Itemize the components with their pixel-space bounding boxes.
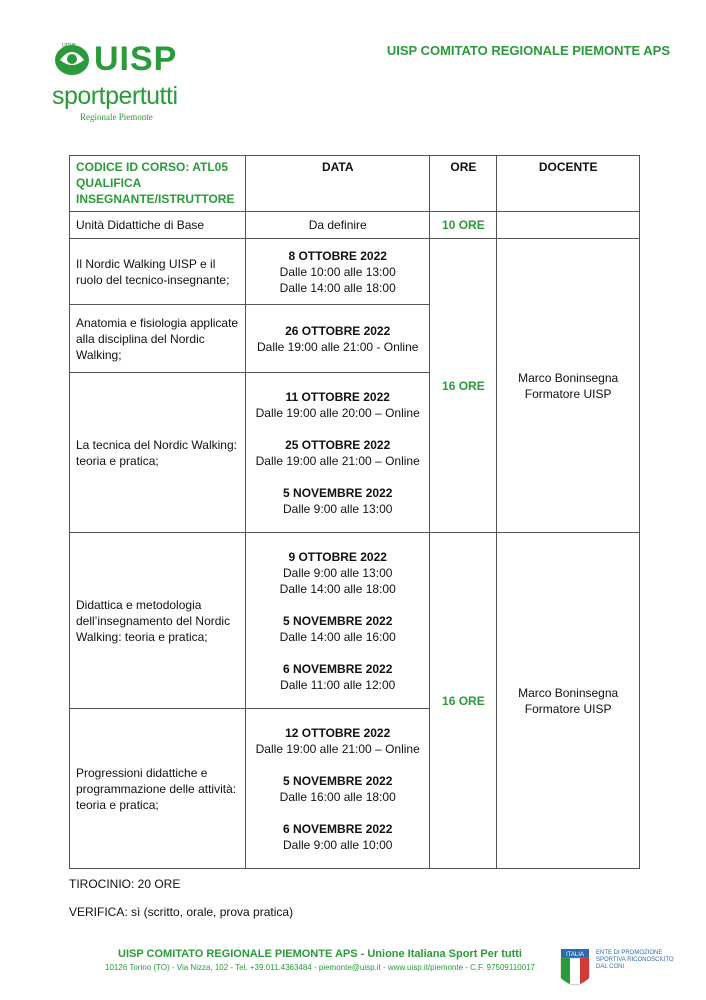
date-line: Dalle 16:00 alle 18:00 (279, 789, 396, 804)
docente-role: Formatore UISP (524, 386, 612, 401)
group-docente (497, 239, 640, 533)
docente-role: Formatore UISP (524, 701, 612, 716)
date-line: Dalle 19:00 alle 21:00 – Online (255, 453, 420, 468)
date-block (252, 485, 423, 517)
date-block (252, 323, 423, 355)
header-title: UISP COMITATO REGIONALE PIEMONTE APS (386, 43, 670, 58)
logo-brand: UISP (94, 40, 178, 78)
group-ore: 16 ORE (430, 533, 497, 869)
docente-name: Marco Boninsegna (518, 685, 619, 700)
row-dates (245, 533, 429, 709)
date-title: 5 NOVEMBRE 2022 (283, 773, 393, 788)
table-row (70, 212, 640, 239)
date-block (252, 661, 423, 693)
italia-shield-icon (560, 948, 590, 992)
date-line: Dalle 14:00 alle 16:00 (279, 629, 396, 644)
date-line: Dalle 14:00 alle 18:00 (279, 280, 396, 295)
date-line: Dalle 19:00 alle 20:00 – Online (255, 405, 420, 420)
header-ore: ORE (430, 156, 497, 212)
verifica-note: VERIFICA: sì (scritto, orale, prova pratica) (69, 905, 294, 919)
date-block (252, 248, 423, 296)
table-header-row (70, 156, 640, 212)
date-title: 12 OTTOBRE 2022 (285, 725, 391, 740)
row-unit: Unità Didattiche di Base (70, 212, 246, 239)
footer-title: UISP COMITATO REGIONALE PIEMONTE APS - Unione Italiana Sport Per tutti (118, 948, 522, 960)
table-row (70, 239, 640, 305)
row-dates (245, 305, 429, 373)
coni-badge (560, 948, 680, 996)
date-title: 6 NOVEMBRE 2022 (283, 821, 393, 836)
row-unit: La tecnica del Nordic Walking: teoria e pratica; (70, 373, 246, 533)
date-line: Dalle 19:00 alle 21:00 - Online (256, 339, 419, 354)
row-dates (245, 373, 429, 533)
header-docente: DOCENTE (497, 156, 640, 212)
date-line: Dalle 10:00 alle 13:00 (279, 264, 396, 279)
footer-address: 10126 Torino (TO) - Via Nizza, 102 - Tel. +39.011.4363484 - piemonte@uisp.it - www.uisp.it/piemonte - C.F. 97509110017 (105, 963, 535, 972)
svg-text:ITALIA: ITALIA (566, 952, 584, 958)
table-row (70, 533, 640, 709)
date-block (252, 613, 423, 645)
date-title: 6 NOVEMBRE 2022 (283, 661, 393, 676)
logo-tagline: sportpertutti (52, 82, 178, 110)
course-table (69, 155, 640, 869)
date-block (252, 725, 423, 757)
header-data: DATA (245, 156, 429, 212)
date-block (252, 773, 423, 805)
svg-text:ume: ume (62, 42, 76, 49)
date-title: 11 OTTOBRE 2022 (285, 389, 390, 404)
date-block (252, 389, 423, 421)
row-unit: Anatomia e fisiologia applicate alla disciplina del Nordic Walking; (70, 305, 246, 373)
date-line: Dalle 9:00 alle 13:00 (283, 501, 393, 516)
uisp-emblem-icon (52, 40, 92, 78)
row-dates (245, 239, 429, 305)
date-block (252, 821, 423, 853)
row-dates (245, 709, 429, 869)
header-code: CODICE ID CORSO: ATL05 QUALIFICA INSEGNANTE/ISTRUTTORE (70, 156, 246, 212)
date-title: 9 OTTOBRE 2022 (288, 549, 387, 564)
row-ore: 10 ORE (430, 212, 497, 239)
group-ore: 16 ORE (430, 239, 497, 533)
logo-region: Regionale Piemonte (80, 112, 153, 122)
date-title: 5 NOVEMBRE 2022 (283, 613, 393, 628)
row-docente (497, 212, 640, 239)
date-title: 5 NOVEMBRE 2022 (283, 485, 393, 500)
date-title: 26 OTTOBRE 2022 (285, 323, 391, 338)
date-title: 25 OTTOBRE 2022 (285, 437, 391, 452)
tirocinio-note: TIROCINIO: 20 ORE (69, 877, 181, 891)
date-block (252, 437, 423, 469)
date-line: Dalle 9:00 alle 10:00 (283, 837, 393, 852)
date-title: 8 OTTOBRE 2022 (288, 248, 387, 263)
date-block (252, 549, 423, 597)
date-line: Dalle 19:00 alle 21:00 – Online (255, 741, 420, 756)
row-unit: Progressioni didattiche e programmazione delle attività: teoria e pratica; (70, 709, 246, 869)
date-line: Dalle 11:00 alle 12:00 (280, 677, 396, 692)
row-unit: Il Nordic Walking UISP e il ruolo del tecnico-insegnante; (70, 239, 246, 305)
group-docente (497, 533, 640, 869)
date-line: Dalle 9:00 alle 13:00 (283, 565, 393, 580)
docente-name: Marco Boninsegna (518, 370, 619, 385)
row-unit: Didattica e metodologia dell’insegnamento del Nordic Walking: teoria e pratica; (70, 533, 246, 709)
coni-text: ENTE DI PROMOZIONE SPORTIVA RICONOSCIUTO DAL CONI (596, 950, 674, 970)
uisp-logo (50, 40, 200, 125)
row-date: Da definire (245, 212, 429, 239)
date-line: Dalle 14:00 alle 18:00 (279, 581, 396, 596)
